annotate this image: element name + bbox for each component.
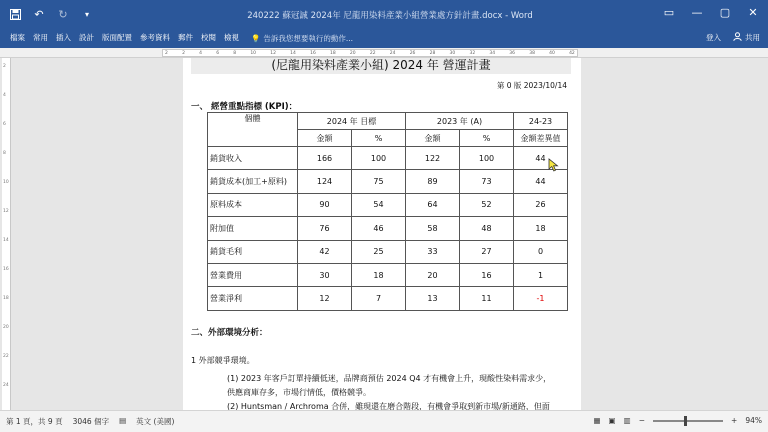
ruler-mark: 20 xyxy=(349,51,356,56)
cell-pct-2024[interactable]: 100 xyxy=(352,147,406,170)
tab-review[interactable]: 校閱 xyxy=(201,33,216,42)
horizontal-ruler[interactable] xyxy=(0,48,768,58)
ruler-mark: 36 xyxy=(509,51,516,56)
paragraph-competition: 1 外部競爭環境。 xyxy=(191,356,255,365)
proofing-icon[interactable]: ▤ xyxy=(119,416,127,425)
ruler-mark: 42 xyxy=(569,51,575,56)
tab-list xyxy=(10,32,353,44)
cell-diff[interactable]: 26 xyxy=(514,193,568,216)
table-row[interactable] xyxy=(208,193,568,216)
ruler-mark: 2 xyxy=(165,51,168,56)
share-button[interactable] xyxy=(733,32,760,43)
cell-amount-2023[interactable]: 89 xyxy=(406,170,460,193)
cell-amount-2024[interactable]: 166 xyxy=(298,147,352,170)
web-layout-icon[interactable]: ▥ xyxy=(623,416,631,425)
cell-pct-2023[interactable]: 11 xyxy=(460,287,514,310)
cell-amount-2024[interactable]: 30 xyxy=(298,263,352,286)
cell-amount-2024[interactable]: 124 xyxy=(298,170,352,193)
window-controls xyxy=(662,6,760,19)
signin-link[interactable]: 登入 xyxy=(706,33,721,42)
paragraph-item-1 xyxy=(227,372,551,400)
cell-pct-2024[interactable]: 75 xyxy=(352,170,406,193)
ruler-mark: 6 xyxy=(216,51,220,56)
cell-amount-2023[interactable]: 58 xyxy=(406,217,460,240)
ruler-mark: 18 xyxy=(330,51,336,56)
paragraph-item-2: (2) Huntsman / Archroma 合併，雖現還在磨合階段，有機會爭取到新市場/新通路，但面 xyxy=(227,402,550,410)
header-diff: 24-23 xyxy=(514,113,568,130)
vruler-mark: 24 xyxy=(3,383,9,388)
vruler-mark: 6 xyxy=(3,122,6,127)
share-label: 共用 xyxy=(745,33,760,42)
vruler-mark: 22 xyxy=(3,354,9,359)
ruler-mark: 4 xyxy=(199,51,202,56)
cell-diff[interactable]: 44 xyxy=(514,170,568,193)
vruler-mark: 14 xyxy=(3,238,9,243)
ruler-mark: 24 xyxy=(389,51,396,56)
ribbon-tabs xyxy=(0,30,768,48)
version-line: 第 0 版 2023/10/14 xyxy=(496,81,567,90)
cell-pct-2023[interactable]: 48 xyxy=(460,217,514,240)
table-row[interactable] xyxy=(208,170,568,193)
table-row[interactable] xyxy=(208,240,568,263)
customize-toolbar-icon[interactable]: ▾ xyxy=(84,9,89,19)
ruler-mark: 40 xyxy=(549,51,555,56)
table-row[interactable] xyxy=(208,217,568,240)
header-2024: 2024 年 目標 xyxy=(298,113,406,130)
print-layout-icon[interactable]: ▣ xyxy=(608,416,616,425)
cell-amount-2024[interactable]: 42 xyxy=(298,240,352,263)
word-count[interactable]: 3046 個字 xyxy=(72,417,110,426)
vruler-mark: 8 xyxy=(3,151,6,156)
tab-view[interactable]: 檢視 xyxy=(224,33,239,42)
ruler-mark: 12 xyxy=(270,51,276,56)
person-icon xyxy=(733,32,742,43)
vruler-mark: 18 xyxy=(3,296,9,301)
zoom-slider[interactable] xyxy=(653,420,723,422)
cell-amount-2023[interactable]: 122 xyxy=(406,147,460,170)
table-row[interactable] xyxy=(208,263,568,286)
document-page[interactable] xyxy=(183,58,581,410)
cell-amount-2024[interactable]: 12 xyxy=(298,287,352,310)
zoom-out-icon[interactable]: − xyxy=(638,416,646,425)
status-bar xyxy=(0,410,768,432)
language[interactable]: 英文 (美國) xyxy=(136,417,175,426)
section-heading-external: 二、外部環境分析： xyxy=(191,328,268,338)
ruler-mark: 26 xyxy=(409,51,416,56)
cell-pct-2024[interactable]: 46 xyxy=(352,217,406,240)
ruler-mark: 38 xyxy=(529,51,535,56)
status-right xyxy=(593,416,762,425)
tab-references[interactable]: 參考資料 xyxy=(140,33,170,42)
cell-diff[interactable]: 1 xyxy=(514,263,568,286)
zoom-in-icon[interactable]: + xyxy=(731,416,738,425)
cell-amount-2023[interactable]: 64 xyxy=(406,193,460,216)
subheader-pct-2024: % xyxy=(352,130,406,147)
cell-amount-2023[interactable]: 13 xyxy=(406,287,460,310)
cell-pct-2024[interactable]: 7 xyxy=(352,287,406,310)
vruler-mark: 2 xyxy=(3,64,6,69)
vruler-mark: 16 xyxy=(3,267,9,272)
tell-me-box[interactable] xyxy=(251,32,353,44)
row-label[interactable]: 附加值 xyxy=(208,217,298,240)
table-row[interactable] xyxy=(208,147,568,170)
cell-amount-2023[interactable]: 33 xyxy=(406,240,460,263)
lightbulb-icon: 💡 xyxy=(251,33,261,43)
row-label[interactable]: 銷貨收入 xyxy=(208,147,298,170)
ruler-mark: 34 xyxy=(489,51,496,56)
cell-pct-2023[interactable]: 16 xyxy=(460,263,514,286)
row-label[interactable]: 營業淨利 xyxy=(208,287,298,310)
tab-home[interactable]: 常用 xyxy=(33,33,48,42)
row-label[interactable]: 原料成本 xyxy=(208,193,298,216)
row-label[interactable]: 銷貨成本(加工+原料) xyxy=(208,170,298,193)
cell-diff[interactable]: 44 xyxy=(514,147,568,170)
cell-amount-2024[interactable]: 90 xyxy=(298,193,352,216)
title-bar xyxy=(0,0,768,30)
ruler-scale xyxy=(162,49,578,57)
window-title: 240222 蘇冠誠 2024年 尼龍用染料產業小組營業處方針計畫.docx - Word xyxy=(247,11,533,21)
cell-diff[interactable]: 18 xyxy=(514,217,568,240)
tab-file[interactable]: 檔案 xyxy=(10,33,25,42)
cell-pct-2024[interactable]: 18 xyxy=(352,263,406,286)
tab-insert[interactable]: 插入 xyxy=(56,33,71,42)
ruler-mark: 30 xyxy=(449,51,456,56)
tell-me-text: 告訴我您想要執行的動作... xyxy=(263,33,353,43)
ruler-mark: 16 xyxy=(310,51,316,56)
save-icon[interactable] xyxy=(8,7,22,21)
cell-pct-2024[interactable]: 54 xyxy=(352,193,406,216)
subheader-pct-2023: % xyxy=(460,130,514,147)
subheader-diff: 金額差異值 xyxy=(514,130,568,147)
cell-amount-2024[interactable]: 76 xyxy=(298,217,352,240)
vruler-mark: 20 xyxy=(3,325,9,330)
tab-design[interactable]: 設計 xyxy=(79,33,94,42)
cell-amount-2023[interactable]: 20 xyxy=(406,263,460,286)
kpi-table[interactable] xyxy=(207,112,568,311)
close-icon[interactable]: ✕ xyxy=(748,6,758,19)
row-label[interactable]: 銷貨毛利 xyxy=(208,240,298,263)
undo-icon[interactable]: ↶ xyxy=(34,7,44,21)
ruler-mark: 28 xyxy=(429,51,436,56)
maximize-icon[interactable]: ▢ xyxy=(719,6,731,19)
section-heading-kpi: 一、 經營重點指標 (KPI)： xyxy=(191,102,298,112)
zoom-slider-thumb[interactable] xyxy=(684,416,687,426)
header-2023: 2023 年 (A) xyxy=(406,113,514,130)
status-left xyxy=(6,416,174,427)
ruler-mark: 32 xyxy=(469,51,476,56)
ruler-mark: 14 xyxy=(290,51,296,56)
ribbon-options-icon[interactable]: ▭ xyxy=(663,6,675,19)
paragraph-item-1-line2: 供應商庫存多，市場行情低，價格競爭。 xyxy=(227,388,371,397)
redo-icon[interactable]: ↻ xyxy=(58,7,68,21)
ruler-mark: 10 xyxy=(250,51,257,56)
cell-diff[interactable]: 0 xyxy=(514,240,568,263)
subheader-amount-2023: 金額 xyxy=(406,130,460,147)
zoom-level[interactable]: 94% xyxy=(745,416,762,425)
ruler-mark: 22 xyxy=(369,51,376,56)
read-mode-icon[interactable]: ▦ xyxy=(593,416,601,425)
document-title: (尼龍用染料產業小組) 2024 年 營運計畫 xyxy=(191,58,571,74)
cell-pct-2023[interactable]: 73 xyxy=(460,170,514,193)
account-area xyxy=(706,32,760,43)
page-count[interactable]: 第 1 頁，共 9 頁 xyxy=(6,417,63,426)
ruler-mark: 2 xyxy=(182,51,185,56)
paragraph-item-1-line1: (1) 2023 年客戶訂單持續低迷，品牌商預估 2024 Q4 才有機會上升，現酸性染料需求少， xyxy=(227,374,552,383)
vruler-mark: 12 xyxy=(3,209,9,214)
row-label[interactable]: 營業費用 xyxy=(208,263,298,286)
minimize-icon[interactable]: — xyxy=(691,6,703,19)
tab-mailings[interactable]: 郵件 xyxy=(178,33,193,42)
cell-pct-2023[interactable]: 27 xyxy=(460,240,514,263)
vertical-ruler[interactable] xyxy=(2,58,11,410)
cell-pct-2024[interactable]: 25 xyxy=(352,240,406,263)
vruler-mark: 10 xyxy=(3,180,9,185)
header-item: 個體 xyxy=(208,113,298,147)
table-row[interactable] xyxy=(208,287,568,310)
quick-access-toolbar xyxy=(8,7,94,21)
tab-layout[interactable]: 版面配置 xyxy=(102,33,132,42)
vruler-mark: 4 xyxy=(3,93,6,98)
subheader-amount-2024: 金額 xyxy=(298,130,352,147)
cell-pct-2023[interactable]: 52 xyxy=(460,193,514,216)
cell-diff[interactable]: -1 xyxy=(514,287,568,310)
ruler-mark: 8 xyxy=(233,51,237,56)
cell-pct-2023[interactable]: 100 xyxy=(460,147,514,170)
